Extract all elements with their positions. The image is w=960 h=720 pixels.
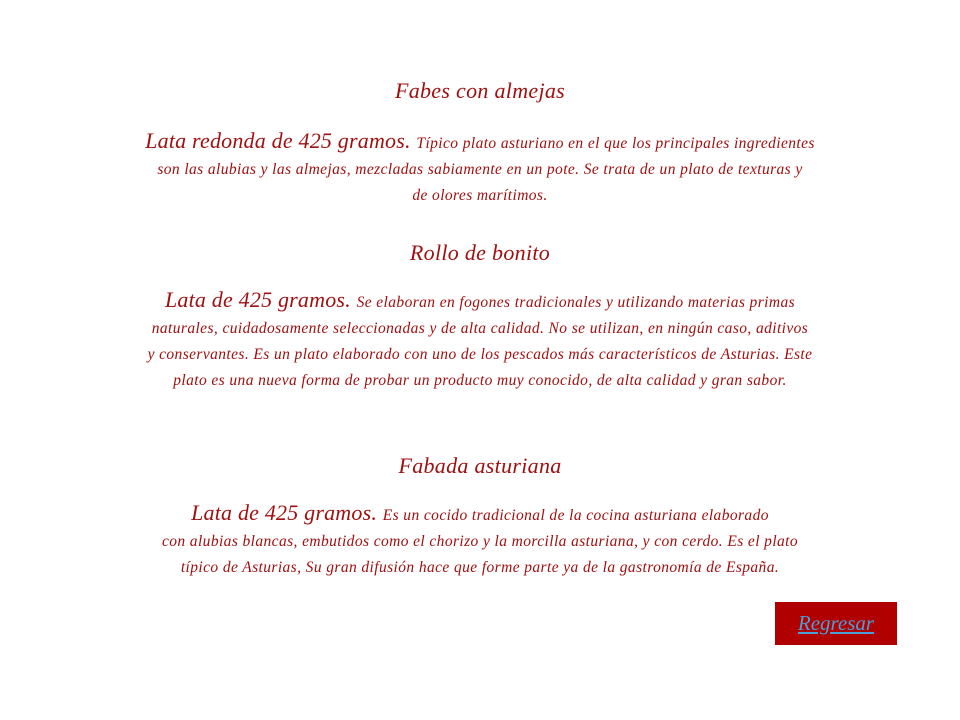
description-line: naturales, cuidadosamente seleccionadas y de alta calidad. No se utilizan, en ningún caso, aditivos [151,320,809,337]
description-line: con alubias blancas, embutidos como el chorizo y la morcilla asturiana, y con cerdo. Es el plato [161,533,799,550]
back-button[interactable] [775,602,897,645]
description-text: Es un cocido tradicional de la cocina asturiana elaborado [382,507,769,524]
description-line: y conservantes. Es un plato elaborado con uno de los pescados más característicos de Asturias. Este [147,346,813,363]
section-title-fabada: Fabada asturiana [398,453,562,478]
description-line [0,500,960,529]
section-title-fabes: Fabes con almejas [394,78,566,103]
description-line: son las alubias y las almejas, mezcladas sabiamente en un pote. Se trata de un plato de texturas y [157,161,803,178]
description-line [0,128,960,157]
description-line: típico de Asturias, Su gran difusión hace que forme parte ya de la gastronomía de España. [180,559,780,576]
back-link[interactable]: Regresar [797,611,875,635]
description-text: Típico plato asturiano en el que los principales ingredientes [416,135,815,152]
section-description-fabes [0,128,960,209]
description-line [0,287,960,316]
description-line: plato es una nueva forma de probar un producto muy conocido, de alta calidad y gran sabor. [173,372,787,389]
product-size: Lata de 425 gramos. [191,500,383,525]
description-text: Se elaboran en fogones tradicionales y utilizando materias primas [356,294,796,311]
section-title-rollo: Rollo de bonito [409,240,551,265]
product-size: Lata de 425 gramos. [164,287,357,312]
section-description-rollo [0,287,960,394]
product-size: Lata redonda de 425 gramos. [145,128,417,153]
section-description-fabada [0,500,960,581]
description-line: de olores marítimos. [412,187,548,204]
